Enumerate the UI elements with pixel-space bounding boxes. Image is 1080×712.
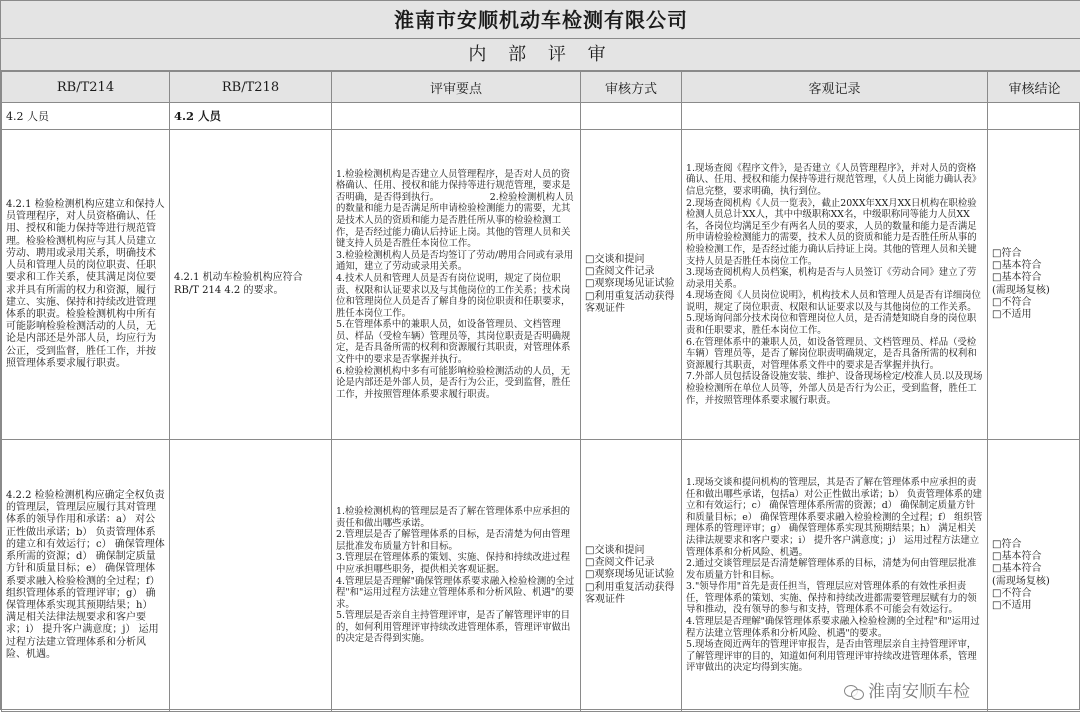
audit-method: □交谈和提问 □查阅文件记录 □观察现场见证试验 □利用重复活动获得客观证件 xyxy=(581,130,682,440)
empty-cell xyxy=(581,103,682,130)
col-header-conclusion: 审核结论 xyxy=(988,72,1080,103)
clause-rbt218 xyxy=(170,440,332,712)
company-title: 淮南市安顺机动车检测有限公司 xyxy=(1,1,1080,39)
document-subtitle: 内 部 评 审 xyxy=(1,39,1080,71)
section-row xyxy=(2,103,1080,130)
header-row xyxy=(2,72,1080,103)
section-label-rbt218: 4.2 人员 xyxy=(170,103,332,130)
empty-cell xyxy=(332,103,581,130)
review-points: 1.检验检测机构的管理层是否了解在管理体系中应承担的责任和做出哪些承诺。 2.管理层是否了解管理体系的目标，是否清楚为何由管理层批准发布质量方针和目标。 3.管理层在管理体系的策划、实施、保持和持续改进过程中应承担哪些职务，提供相关客观证据。 4.管理层是否理解"确保管理体系要求融入检验检测的全过程"和"运用过程方法建立管理体系和分析风险、机遇"的要求。 5.管理层是否亲自主持管理评审，是否了解管理评审的目的，如何利用管理评审持续改进管理体系，管理评审做出的决定是否得到实施。 xyxy=(332,440,581,712)
col-header-rbt214: RB/T214 xyxy=(2,72,170,103)
watermark-text: 淮南安顺车检 xyxy=(868,682,970,702)
wechat-icon xyxy=(844,684,864,700)
clause-rbt214: 4.2.1 检验检测机构应建立和保持人员管理程序，对人员资格确认、任用、授权和能力保持等进行规范管理。检验检测机构应与其人员建立劳动、聘用或录用关系，明确技术人员和管理人员的岗位职责、任职要求和工作关系，使其满足岗位要求并具有所需的权力和资源，履行建立、实施、保持和持续改进管理体系的职责。检验检测机构中所有可能影响检验检测活动的人员，无论是内部还是外部人员，均应行为公正，受到监督，胜任工作，并按照管理体系要求履行职责。 xyxy=(2,130,170,440)
audit-conclusion: □符合 □基本符合 □基本符合 (需现场复核) □不符合 □不适用 xyxy=(988,130,1080,440)
empty-cell xyxy=(988,103,1080,130)
col-header-review-points: 评审要点 xyxy=(332,72,581,103)
review-points: 1.检验检测机构是否建立人员管理程序，是否对人员的资格确认、任用、授权和能力保持等进行规范管理，要求是否明确，是否得到执行。 2.检验检测机构人员的数量和能力是否满足所申请检验检测能力的需要，尤其是技术人员的资质和能力是否胜任所从事的检验检测工作，是否经过能力确认后持证上岗。其他的管理人员和关键支持人员是否胜任本岗位工作。 3.检验检测机构人员是否均签订了劳动/聘用合同或有录用通知，建立了劳动或录用关系。 4.技术人员和管理人员是否有岗位说明，规定了岗位职责、权限和认证要求以及与其他岗位的工作关系；技术岗位和管理岗位人员是否了解自身的岗位职责和任职要求，胜任本岗位工作。 5.在管理体系中的兼职人员，如设备管理员、文档管理员、样品（受检车辆）管理员等，其岗位职责是否明确规定，是否具备所需的权利和资源履行其职责，对管理体系文件中的要求是否掌握并执行。 6.检验检测机构中多有可能影响检验检测活动的人员，无论是内部还是外部人员，是否行为公正，受到监督，胜任工作，并按照管理体系要求履行职责。 xyxy=(332,130,581,440)
table-row xyxy=(2,440,1080,712)
audit-table xyxy=(1,71,1080,712)
col-header-objective-record: 客观记录 xyxy=(682,72,988,103)
empty-cell xyxy=(682,103,988,130)
audit-conclusion: □符合 □基本符合 □基本符合 (需现场复核) □不符合 □不适用 xyxy=(988,440,1080,712)
watermark xyxy=(840,680,974,704)
col-header-rbt218: RB/T218 xyxy=(170,72,332,103)
audit-method: □交谈和提问 □查阅文件记录 □观察现场见证试验 □利用重复活动获得客观证件 xyxy=(581,440,682,712)
table-row xyxy=(2,130,1080,440)
objective-record: 1.现场交谈和提问机构的管理层，其是否了解在管理体系中应承担的责任和做出哪些承诺，包括a）对公正性做出承诺；b） 负责管理体系的建立和有效运行；c） 确保管理体系所需的资源；d） 确保制定质量方针和质量目标；e） 确保管理体系要求融入检验检测的全过程；f） 组织管理体系的管理评审；g） 确保管理体系实现其预期结果；h） 满足相关法律法规要求和客户要求；i） 提升客户满意度；j） 运用过程方法建立管理体系和分析风险、机遇。 2.通过交谈管理层是否清楚解管理体系的目标，清楚为何由管理层批准发布质量方针和目标。 3."领导作用"首先是责任担当，管理层应对管理体系的有效性承担责任，管理体系的策划、实施、保持和持续改进都需要管理层赋有力的领导和推动，没有领导的参与和支持，管理体系不可能会有效运行。 4.管理层是否理解"确保管理体系要求融入检验检测的全过程"和"运用过程方法建立管理体系和分析风险、机遇"的要求。 5.现场查阅近两年的管理评审报告，是否由管理层亲自主持管理评审，了解管理评审的目的，知道如何利用管理评审持续改进管理体系，管理评审做出的决定均得到实施。 xyxy=(682,440,988,712)
col-header-audit-method: 审核方式 xyxy=(581,72,682,103)
section-label-rbt214: 4.2 人员 xyxy=(2,103,170,130)
objective-record: 1.现场查阅《程序文件》，是否建立《人员管理程序》，并对人员的资格确认、任用、授权和能力保持等进行规范管理，《人员上岗能力确认表》信息完整，要求明确，执行到位。 2.现场查阅机构《人员一览表》，截止20XX年XX月XX日机构在职检验检测人员总计XX人，其中中级职称XX名，中级职称同等能力人员XX名，各岗位均满足至少有两名人员的要求，人员的数量和能力是否满足所申请检验检测能力的需要，技术人员的资质和能力是否胜任所从事的检验检测工作，是否经过能力确认后持证上岗。其他的管理人员和关键支持人员是否胜任本岗位工作。 3.现场查阅机构人员档案，机构是否与人员签订《劳动合同》建立了劳动录用关系。 4.现场查阅《人员岗位说明》，机构技术人员和管理人员是否有详细岗位说明，规定了岗位职责、权限和认证要求以及与其他岗位的工作关系。 5.现场询问部分技术岗位和管理岗位人员，是否清楚知晓自身的岗位职责和任职要求，胜任本岗位工作。 6.在管理体系中的兼职人员，如设备管理员、文档管理员、样品（受检车辆）管理员等，是否了解岗位职责明确规定，是否具备所需的权利和资源履行其职责，对管理体系文件中的要求是否掌握并执行。 7.外部人员包括设备设施安装、维护、设备现场检定/校准人员.以及现场检验检测所在单位人员等，外部人员是否行为公正，受到监督，胜任工作，并按照管理体系要求履行职责。 xyxy=(682,130,988,440)
clause-rbt218: 4.2.1 机动车检验机构应符合RB/T 214 4.2 的要求。 xyxy=(170,130,332,440)
clause-rbt214: 4.2.2 检验检测机构应确定全权负责的管理层，管理层应履行其对管理体系的领导作用和承诺：a） 对公正性做出承诺；b） 负责管理体系的建立和有效运行；c） 确保管理体系所需的资源；d） 确保制定质量方针和质量目标；e） 确保管理体系要求融入检验检测的全过程；f） 组织管理体系的管理评审；g） 确保管理体系实现其预期结果；h） 满足相关法律法规要求和客户要求；i） 提升客户满意度；j） 运用过程方法建立管理体系和分析风险、机遇。 xyxy=(2,440,170,712)
